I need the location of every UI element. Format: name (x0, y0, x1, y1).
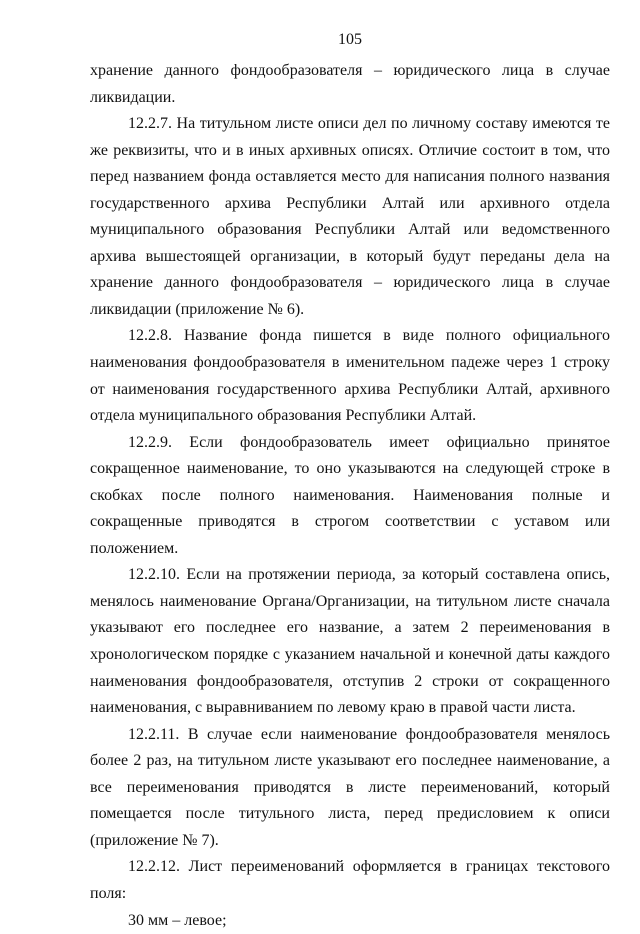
document-body (90, 58, 610, 934)
paragraph-12-2-12: 12.2.12. Лист переименований оформляется в границах текстового поля: (90, 854, 610, 907)
paragraph-list-item-left-margin: 30 мм – левое; (90, 908, 610, 934)
paragraph-12-2-8: 12.2.8. Название фонда пишется в виде полного официального наименования фондообразователя в именительном падеже через 1 строку от наименования государственного архива Республики Алтай, архивного отдела муниципального образования Республики Алтай. (90, 323, 610, 429)
page-number: 105 (90, 30, 610, 50)
paragraph-12-2-11: 12.2.11. В случае если наименование фондообразователя менялось более 2 раз, на титульном листе указывают его последнее наименование, а все переименования приводятся в листе переименований, который помещается после титульного листа, перед предисловием к описи (приложение № 7). (90, 722, 610, 855)
document-page (90, 0, 610, 905)
paragraph-continuation: хранение данного фондообразователя – юридического лица в случае ликвидации. (90, 58, 610, 111)
paragraph-12-2-10: 12.2.10. Если на протяжении периода, за который составлена опись, менялось наименование Органа/Организации, на титульном листе сначала указывают его последнее его название, а затем 2 переименования в хронологическом порядке с указанием начальной и конечной даты каждого наименования фондообразователя, отступив 2 строки от сокращенного наименования, с выравниванием по левому краю в правой части листа. (90, 562, 610, 721)
paragraph-12-2-9: 12.2.9. Если фондообразователь имеет официально принятое сокращенное наименование, то оно указываются на следующей строке в скобках после полного наименования. Наименования полные и сокращенные приводятся в строгом соответствии с уставом или положением. (90, 430, 610, 563)
paragraph-12-2-7: 12.2.7. На титульном листе описи дел по личному составу имеются те же реквизиты, что и в иных архивных описях. Отличие состоит в том, что перед названием фонда оставляется место для написания полного названия государственного архива Республики Алтай или архивного отдела муниципального образования Республики Алтай или ведомственного архива вышестоящей организации, в который будут переданы дела на хранение данного фондообразователя – юридического лица в случае ликвидации (приложение № 6). (90, 111, 610, 323)
